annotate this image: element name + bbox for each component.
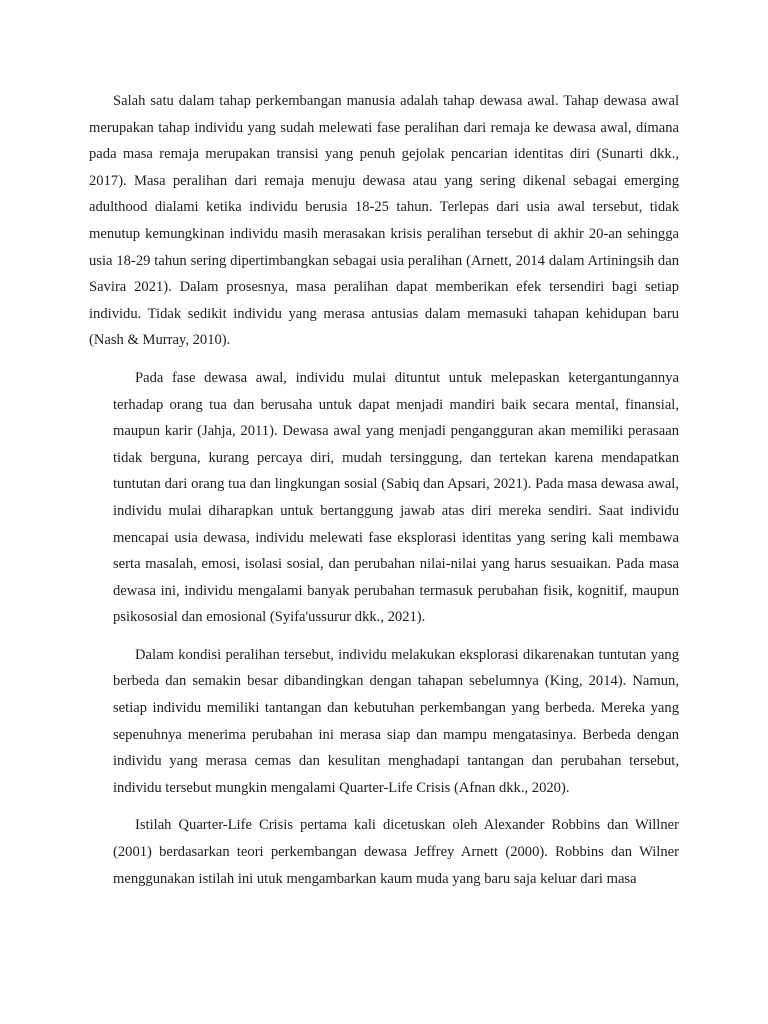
document-body: [89, 88, 679, 903]
paragraph-4: Istilah Quarter-Life Crisis pertama kali dicetuskan oleh Alexander Robbins dan Willner (2001) berdasarkan teori perkembangan dewasa Jeffrey Arnett (2000). Robbins dan Wilner menggunakan istilah ini utuk mengambarkan kaum muda yang baru saja keluar dari masa: [113, 817, 679, 887]
paragraph-3: Dalam kondisi peralihan tersebut, individu melakukan eksplorasi dikarenakan tuntutan yang berbeda dan semakin besar dibandingkan dengan tahapan sebelumnya (King, 2014). Namun, setiap individu memiliki tantangan dan kebutuhan perkembangan yang berbeda. Mereka yang sepenuhnya menerima perubahan ini merasa siap dan mampu mengatasinya. Berbeda dengan individu yang merasa cemas dan kesulitan menghadapi tantangan dan perubahan tersebut, individu tersebut mungkin mengalami Quarter-Life Crisis (Afnan dkk., 2020).: [113, 646, 679, 796]
paragraph-1: Salah satu dalam tahap perkembangan manusia adalah tahap dewasa awal. Tahap dewasa awal merupakan tahap individu yang sudah melewati fase peralihan dari remaja ke dewasa awal, dimana pada masa remaja merupakan transisi yang penuh gejolak pencarian identitas diri (Sunarti dkk., 2017). Masa peralihan dari remaja menuju dewasa atau yang sering dikenal sebagai emerging adulthood dialami ketika individu berusia 18-25 tahun. Terlepas dari usia awal tersebut, tidak menutup kemungkinan individu masih merasakan krisis peralihan tersebut di akhir 20-an sehingga usia 18-29 tahun sering dipertimbangkan sebagai usia peralihan (Arnett, 2014 dalam Artiningsih dan Savira 2021). Dalam prosesnya, masa peralihan dapat memberikan efek tersendiri bagi setiap individu. Tidak sedikit individu yang merasa antusias dalam memasuki tahapan kehidupan baru (Nash & Murray, 2010).: [89, 93, 679, 349]
paragraph-2: Pada fase dewasa awal, individu mulai dituntut untuk melepaskan ketergantungannya terhadap orang tua dan berusaha untuk dapat menjadi mandiri baik secara mental, finansial, maupun karir (Jahja, 2011). Dewasa awal yang menjadi pengangguran akan memiliki perasaan tidak berguna, kurang percaya diri, mudah tersinggung, dan tertekan karena mendapatkan tuntutan dari orang tua dan lingkungan sosial (Sabiq dan Apsari, 2021). Pada masa dewasa awal, individu mulai diharapkan untuk bertanggung jawab atas diri mereka sendiri. Saat individu mencapai usia dewasa, individu melewati fase eksplorasi identitas yang sering kali membawa serta masalah, emosi, isolasi sosial, dan perubahan nilai-nilai yang harus sesuaikan. Pada masa dewasa ini, individu mengalami banyak perubahan termasuk perubahan fisik, kognitif, maupun psikososial dan emosional (Syifa'ussurur dkk., 2021).: [113, 369, 679, 626]
